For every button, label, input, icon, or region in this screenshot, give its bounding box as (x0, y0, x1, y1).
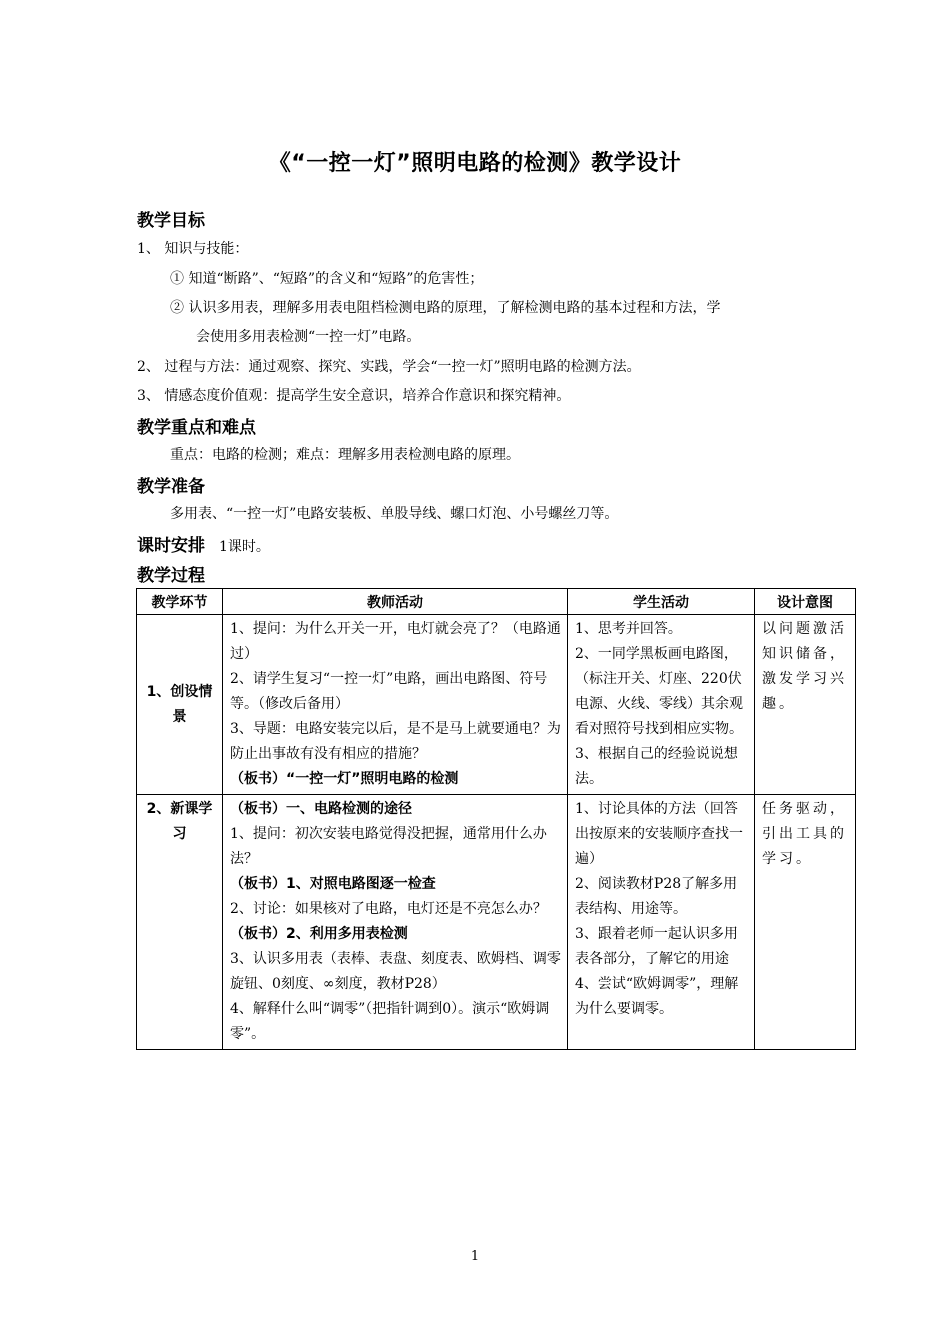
goal-line: ① 知道“断路”、“短路”的含义和“短路”的危害性； (170, 271, 484, 287)
student-activity-line: 1、讨论具体的方法（回答出按原来的安装顺序查找一遍） (575, 801, 743, 867)
stage-cell: 1、创设情景 (137, 615, 223, 795)
table-row (137, 795, 856, 1050)
blackboard-note: （板书）一、电路检测的途径 (230, 801, 412, 817)
stage-cell: 2、新课学习 (137, 795, 223, 1050)
column-header: 设计意图 (755, 589, 856, 615)
preparation-heading: 教学准备 (137, 477, 205, 497)
goals-heading: 教学目标 (137, 211, 205, 231)
student-activity-line: 3、跟着老师一起认识多用表各部分，了解它的用途 (575, 926, 738, 967)
goal-line: 2、 过程与方法：通过观察、探究、实践，学会“一控一灯”照明电路的检测方法。 (137, 359, 641, 375)
goal-line: 1、 知识与技能： (137, 241, 249, 257)
process-table (136, 588, 856, 1050)
teacher-activity-line: 3、导题：电路安装完以后，是不是马上就要通电？为防止出事故有没有相应的措施？ (230, 721, 561, 762)
teacher-activity-cell (223, 795, 568, 1050)
teacher-activity-line: 2、请学生复习“一控一灯”电路，画出电路图、符号等。（修改后备用） (230, 671, 548, 712)
student-activity-line: 2、一同学黑板画电路图，（标注开关、灯座、220伏电源、火线、零线）其余观看对照符号找到相应实物。 (575, 646, 743, 737)
column-header: 教师活动 (223, 589, 568, 615)
blackboard-note: （板书）2、利用多用表检测 (230, 926, 408, 942)
teacher-activity-line: 1、提问：为什么开关一开，电灯就会亮了？（电路通过） (230, 621, 561, 662)
goal-line: 3、 情感态度价值观：提高学生安全意识，培养合作意识和探究精神。 (137, 388, 571, 404)
column-header: 学生活动 (568, 589, 755, 615)
teacher-activity-cell (223, 615, 568, 795)
schedule-value: 1课时。 (219, 539, 270, 555)
student-activity-line: 3、根据自己的经验说说想法。 (575, 746, 738, 787)
student-activity-cell (568, 795, 755, 1050)
design-intent-cell: 以问题激活知识储备，激发学习兴趣。 (755, 615, 856, 795)
column-header: 教学环节 (137, 589, 223, 615)
design-intent-cell: 任务驱动，引出工具的学习。 (755, 795, 856, 1050)
student-activity-line: 4、尝试“欧姆调零”，理解为什么要调零。 (575, 976, 739, 1017)
teacher-activity-line: 1、提问：初次安装电路觉得没把握，通常用什么办法？ (230, 826, 547, 867)
preparation-text: 多用表、“一控一灯”电路安装板、单股导线、螺口灯泡、小号螺丝刀等。 (170, 506, 619, 522)
table-row (137, 615, 856, 795)
schedule-label: 课时安排 (137, 536, 205, 556)
process-heading: 教学过程 (137, 566, 205, 586)
teacher-activity-line: 3、认识多用表（表棒、表盘、刻度表、欧姆档、调零旋钮、0刻度、∞刻度，教材P28） (230, 951, 561, 992)
goal-line: ② 认识多用表，理解多用表电阻档检测电路的原理，了解检测电路的基本过程和方法，学 (170, 300, 721, 316)
student-activity-line: 1、思考并回答。 (575, 621, 682, 637)
document-title: 《“一控一灯”照明电路的检测》教学设计 (268, 151, 682, 176)
blackboard-note: （板书）1、对照电路图逐一检查 (230, 876, 436, 892)
page-number: 1 (470, 1249, 480, 1264)
teacher-activity-line: 2、讨论：如果核对了电路，电灯还是不亮怎么办？ (230, 901, 547, 917)
schedule-heading (137, 531, 270, 556)
teacher-activity-line: 4、解释什么叫“调零”（把指针调到0）。演示“欧姆调零”。 (230, 1001, 550, 1042)
student-activity-cell (568, 615, 755, 795)
blackboard-note: （板书）“一控一灯”照明电路的检测 (230, 771, 459, 787)
key-points-heading: 教学重点和难点 (137, 418, 256, 438)
key-points-text: 重点：电路的检测；难点：理解多用表检测电路的原理。 (170, 447, 520, 463)
goal-line: 会使用多用表检测“一控一灯”电路。 (196, 329, 421, 345)
student-activity-line: 2、阅读教材P28了解多用表结构、用途等。 (575, 876, 738, 917)
table-header-row (137, 589, 856, 615)
